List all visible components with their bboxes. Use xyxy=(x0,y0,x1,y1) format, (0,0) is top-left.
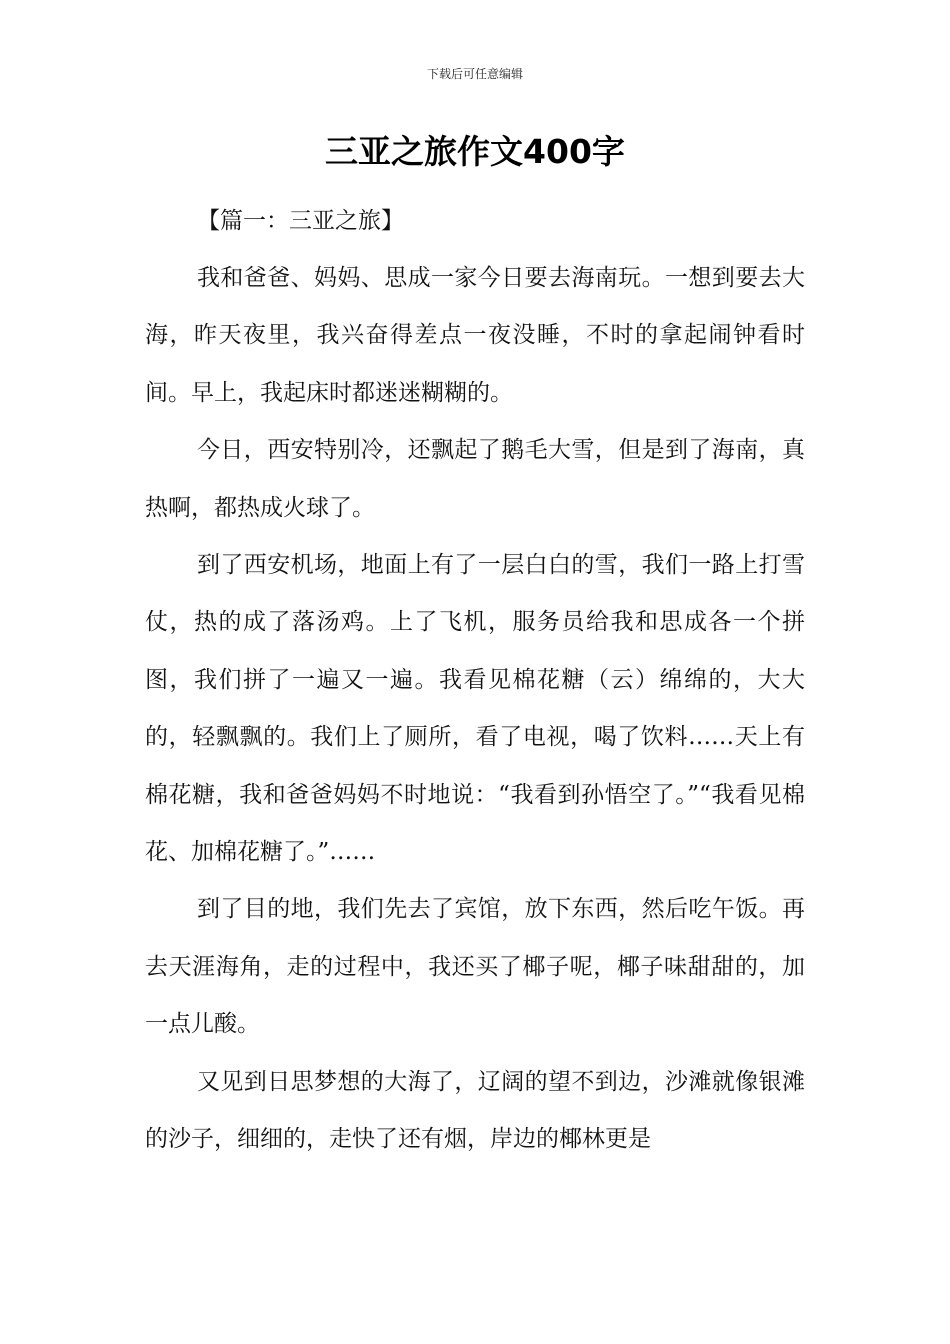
paragraph-3: 到了西安机场，地面上有了一层白白的雪，我们一路上打雪仗，热的成了落汤鸡。上了飞机，服务员给我和思成各一个拼图，我们拼了一遍又一遍。我看见棉花糖（云）绵绵的，大大的，轻飘飘的。我们上了厕所，看了电视，喝了饮料……天上有棉花糖，我和爸爸妈妈不时地说：“我看到孙悟空了。”“我看见棉花、加棉花糖了。”…… xyxy=(145,552,805,866)
paragraph-5: 又见到日思梦想的大海了，辽阔的望不到边，沙滩就像银滩的沙子，细细的，走快了还有烟，岸边的椰林更是 xyxy=(145,1068,805,1153)
page-header-note: 下载后可任意编辑 xyxy=(426,67,523,81)
document-body xyxy=(145,192,805,1169)
document-title: 三亚之旅作文400字 xyxy=(325,132,625,171)
section-heading: 【篇一：三亚之旅】 xyxy=(197,208,404,234)
paragraph-4: 到了目的地，我们先去了宾馆，放下东西，然后吃午饭。再去天涯海角，走的过程中，我还买了椰子呢，椰子味甜甜的，加一点儿酸。 xyxy=(145,896,805,1038)
paragraph-2: 今日，西安特别冷，还飘起了鹅毛大雪，但是到了海南，真热啊，都热成火球了。 xyxy=(145,437,805,521)
paragraph-1: 我和爸爸、妈妈、思成一家今日要去海南玩。一想到要去大海，昨天夜里，我兴奋得差点一夜没睡，不时的拿起闹钟看时间。早上，我起床时都迷迷糊糊的。 xyxy=(145,265,805,406)
